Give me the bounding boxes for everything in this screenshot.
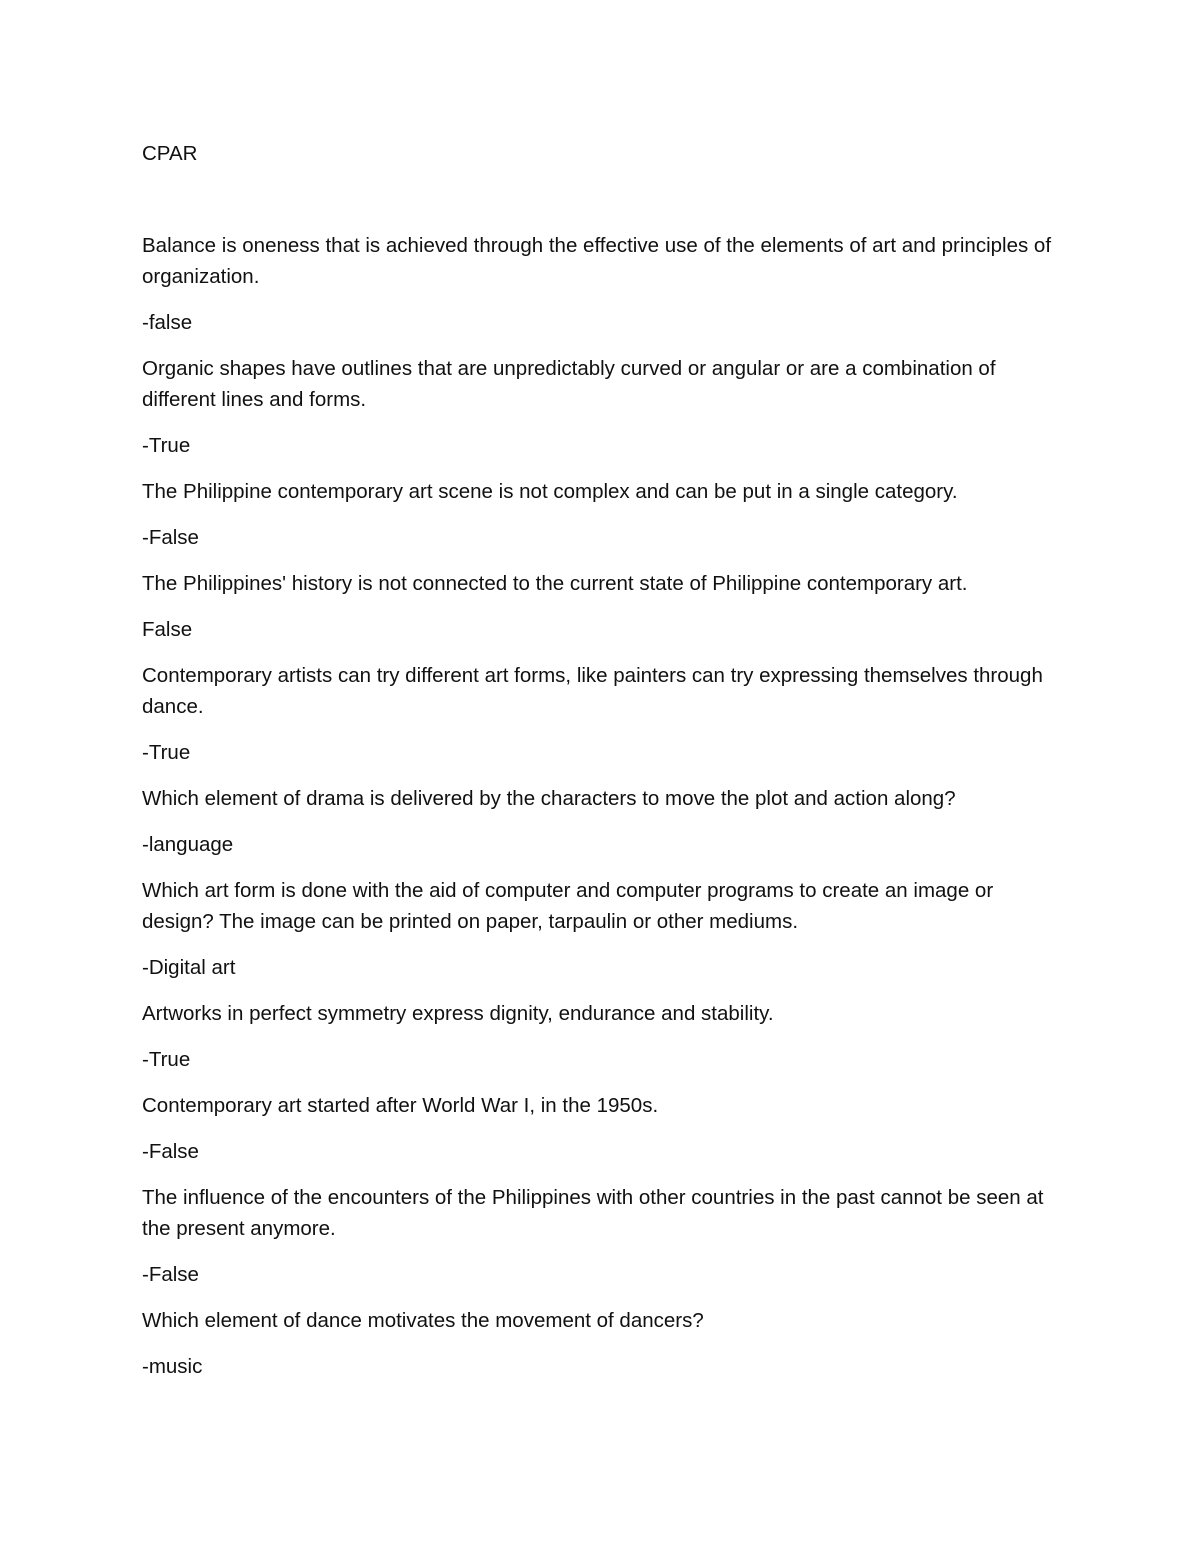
question-text: The Philippines' history is not connected to the current state of Philippine contemporary art.: [142, 572, 968, 595]
question-text: Which element of dance motivates the movement of dancers?: [142, 1309, 704, 1332]
answer-text: -True: [142, 741, 191, 764]
qa-item: [142, 783, 1062, 860]
answer-text: -False: [142, 526, 199, 549]
question-text: Contemporary art started after World War I, in the 1950s.: [142, 1094, 659, 1117]
qa-item: [142, 1090, 1062, 1167]
answer-text: -false: [142, 311, 193, 334]
question-text: Contemporary artists can try different art forms, like painters can try expressing themselves through dance.: [142, 664, 1043, 718]
answer-text: -language: [142, 833, 234, 856]
answer-text: -Digital art: [142, 956, 236, 979]
answer-text: -False: [142, 1263, 199, 1286]
qa-item: [142, 660, 1062, 768]
question-text: The Philippine contemporary art scene is not complex and can be put in a single category.: [142, 480, 958, 503]
qa-item: [142, 353, 1062, 461]
question-text: Which art form is done with the aid of computer and computer programs to create an image or design? The image can be printed on paper, tarpaulin or other mediums.: [142, 879, 994, 933]
answer-text: -True: [142, 1048, 191, 1071]
qa-item: [142, 1182, 1062, 1290]
qa-item: [142, 1305, 1062, 1382]
answer-text: False: [142, 618, 193, 641]
answer-text: -True: [142, 434, 191, 457]
question-text: The influence of the encounters of the Philippines with other countries in the past cannot be seen at the present anymore.: [142, 1186, 1044, 1240]
answer-text: -False: [142, 1140, 199, 1163]
qa-item: [142, 476, 1062, 553]
answer-text: -music: [142, 1355, 203, 1378]
qa-item: [142, 568, 1062, 645]
question-text: Organic shapes have outlines that are unpredictably curved or angular or are a combination of different lines and forms.: [142, 357, 996, 411]
question-text: Which element of drama is delivered by the characters to move the plot and action along?: [142, 787, 956, 810]
qa-item: [142, 230, 1062, 338]
document-title: CPAR: [142, 142, 198, 165]
question-text: Artworks in perfect symmetry express dignity, endurance and stability.: [142, 1002, 774, 1025]
qa-item: [142, 998, 1062, 1075]
qa-item: [142, 875, 1062, 983]
document-body: [142, 138, 1062, 1397]
question-text: Balance is oneness that is achieved through the effective use of the elements of art and principles of organization.: [142, 234, 1052, 288]
